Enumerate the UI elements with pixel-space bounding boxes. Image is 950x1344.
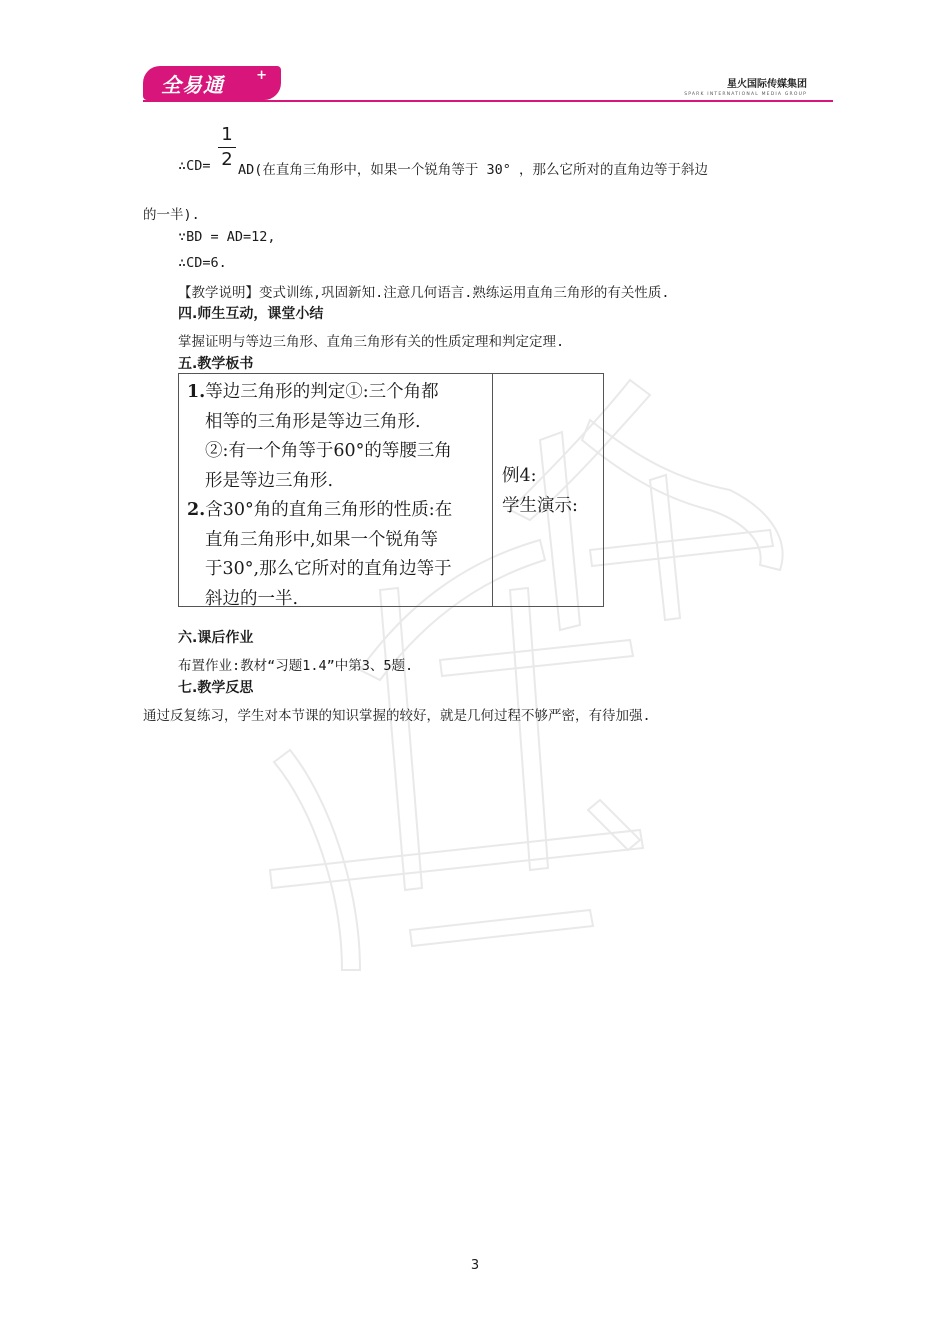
section-4-heading: 四.师生互动，课堂小结 [178, 306, 324, 322]
page-number: 3 [470, 1258, 480, 1273]
proof-line-2: 的一半). [143, 207, 200, 223]
header-rule [143, 100, 833, 102]
board-item-2-line-2: 直角三角形中,如果一个锐角等 [205, 529, 439, 550]
board-item-1-line-1: 等边三角形的判定①:三个角都 [205, 382, 439, 402]
board-item-2-line-4: 斜边的一半. [205, 588, 299, 609]
proof-line-3: ∵BD = AD=12, [178, 229, 276, 245]
logo-mark: + [256, 68, 267, 83]
board-item-1-line-2: 相等的三角形是等边三角形. [205, 411, 421, 432]
section-7-heading: 七.教学反思 [178, 680, 254, 696]
proof-line-1-prefix: ∴CD= [178, 158, 211, 174]
board-example-label: 例4: [502, 466, 537, 486]
board-divider [492, 374, 493, 606]
logo-text: 全易通 [161, 73, 224, 97]
board-item-2-line-3: 于30°,那么它所对的直角边等于 [205, 559, 452, 579]
section-7-body: 通过反复练习，学生对本节课的知识掌握的较好，就是几何过程不够严密，有待加强. [143, 708, 651, 724]
brand-logo [143, 66, 281, 100]
board-item-2-number: 2. [187, 500, 206, 520]
fraction-denominator: 2 [221, 149, 233, 170]
board-item-1-line-3: ②:有一个角等于60°的等腰三角 [205, 441, 452, 461]
fraction-one-half [218, 124, 236, 171]
board-item-1-number: 1. [187, 382, 206, 402]
section-6-heading: 六.课后作业 [178, 630, 254, 646]
teaching-note: 【教学说明】变式训练,巩固新知.注意几何语言.熟练运用直角三角形的有关性质. [178, 285, 670, 301]
company-subtitle: SPARK INTERNATIONAL MEDIA GROUP [684, 92, 807, 97]
fraction-numerator: 1 [221, 124, 233, 145]
board-item-1-line-4: 形是等边三角形. [205, 470, 334, 491]
board-item-1 [187, 378, 487, 496]
board-item-2 [187, 496, 487, 614]
board-left-column [187, 378, 487, 614]
section-4-body: 掌握证明与等边三角形、直角三角形有关的性质定理和判定定理. [178, 334, 565, 350]
company-name-block [684, 75, 807, 97]
proof-line-1-suffix: AD(在直角三角形中，如果一个锐角等于 30° ，那么它所对的直角边等于斜边 [238, 162, 709, 178]
fraction-bar [218, 147, 236, 148]
board-right-column [502, 461, 578, 521]
board-summary-table [178, 373, 604, 607]
board-item-2-line-1: 含30°角的直角三角形的性质:在 [205, 500, 453, 520]
board-demo-label: 学生演示: [502, 496, 578, 516]
proof-line-4: ∴CD=6. [178, 255, 227, 271]
section-5-heading: 五.教学板书 [178, 356, 254, 372]
company-name: 星火国际传媒集团 [727, 79, 807, 90]
section-6-body: 布置作业:教材“习题1.4”中第3、5题. [178, 658, 414, 674]
